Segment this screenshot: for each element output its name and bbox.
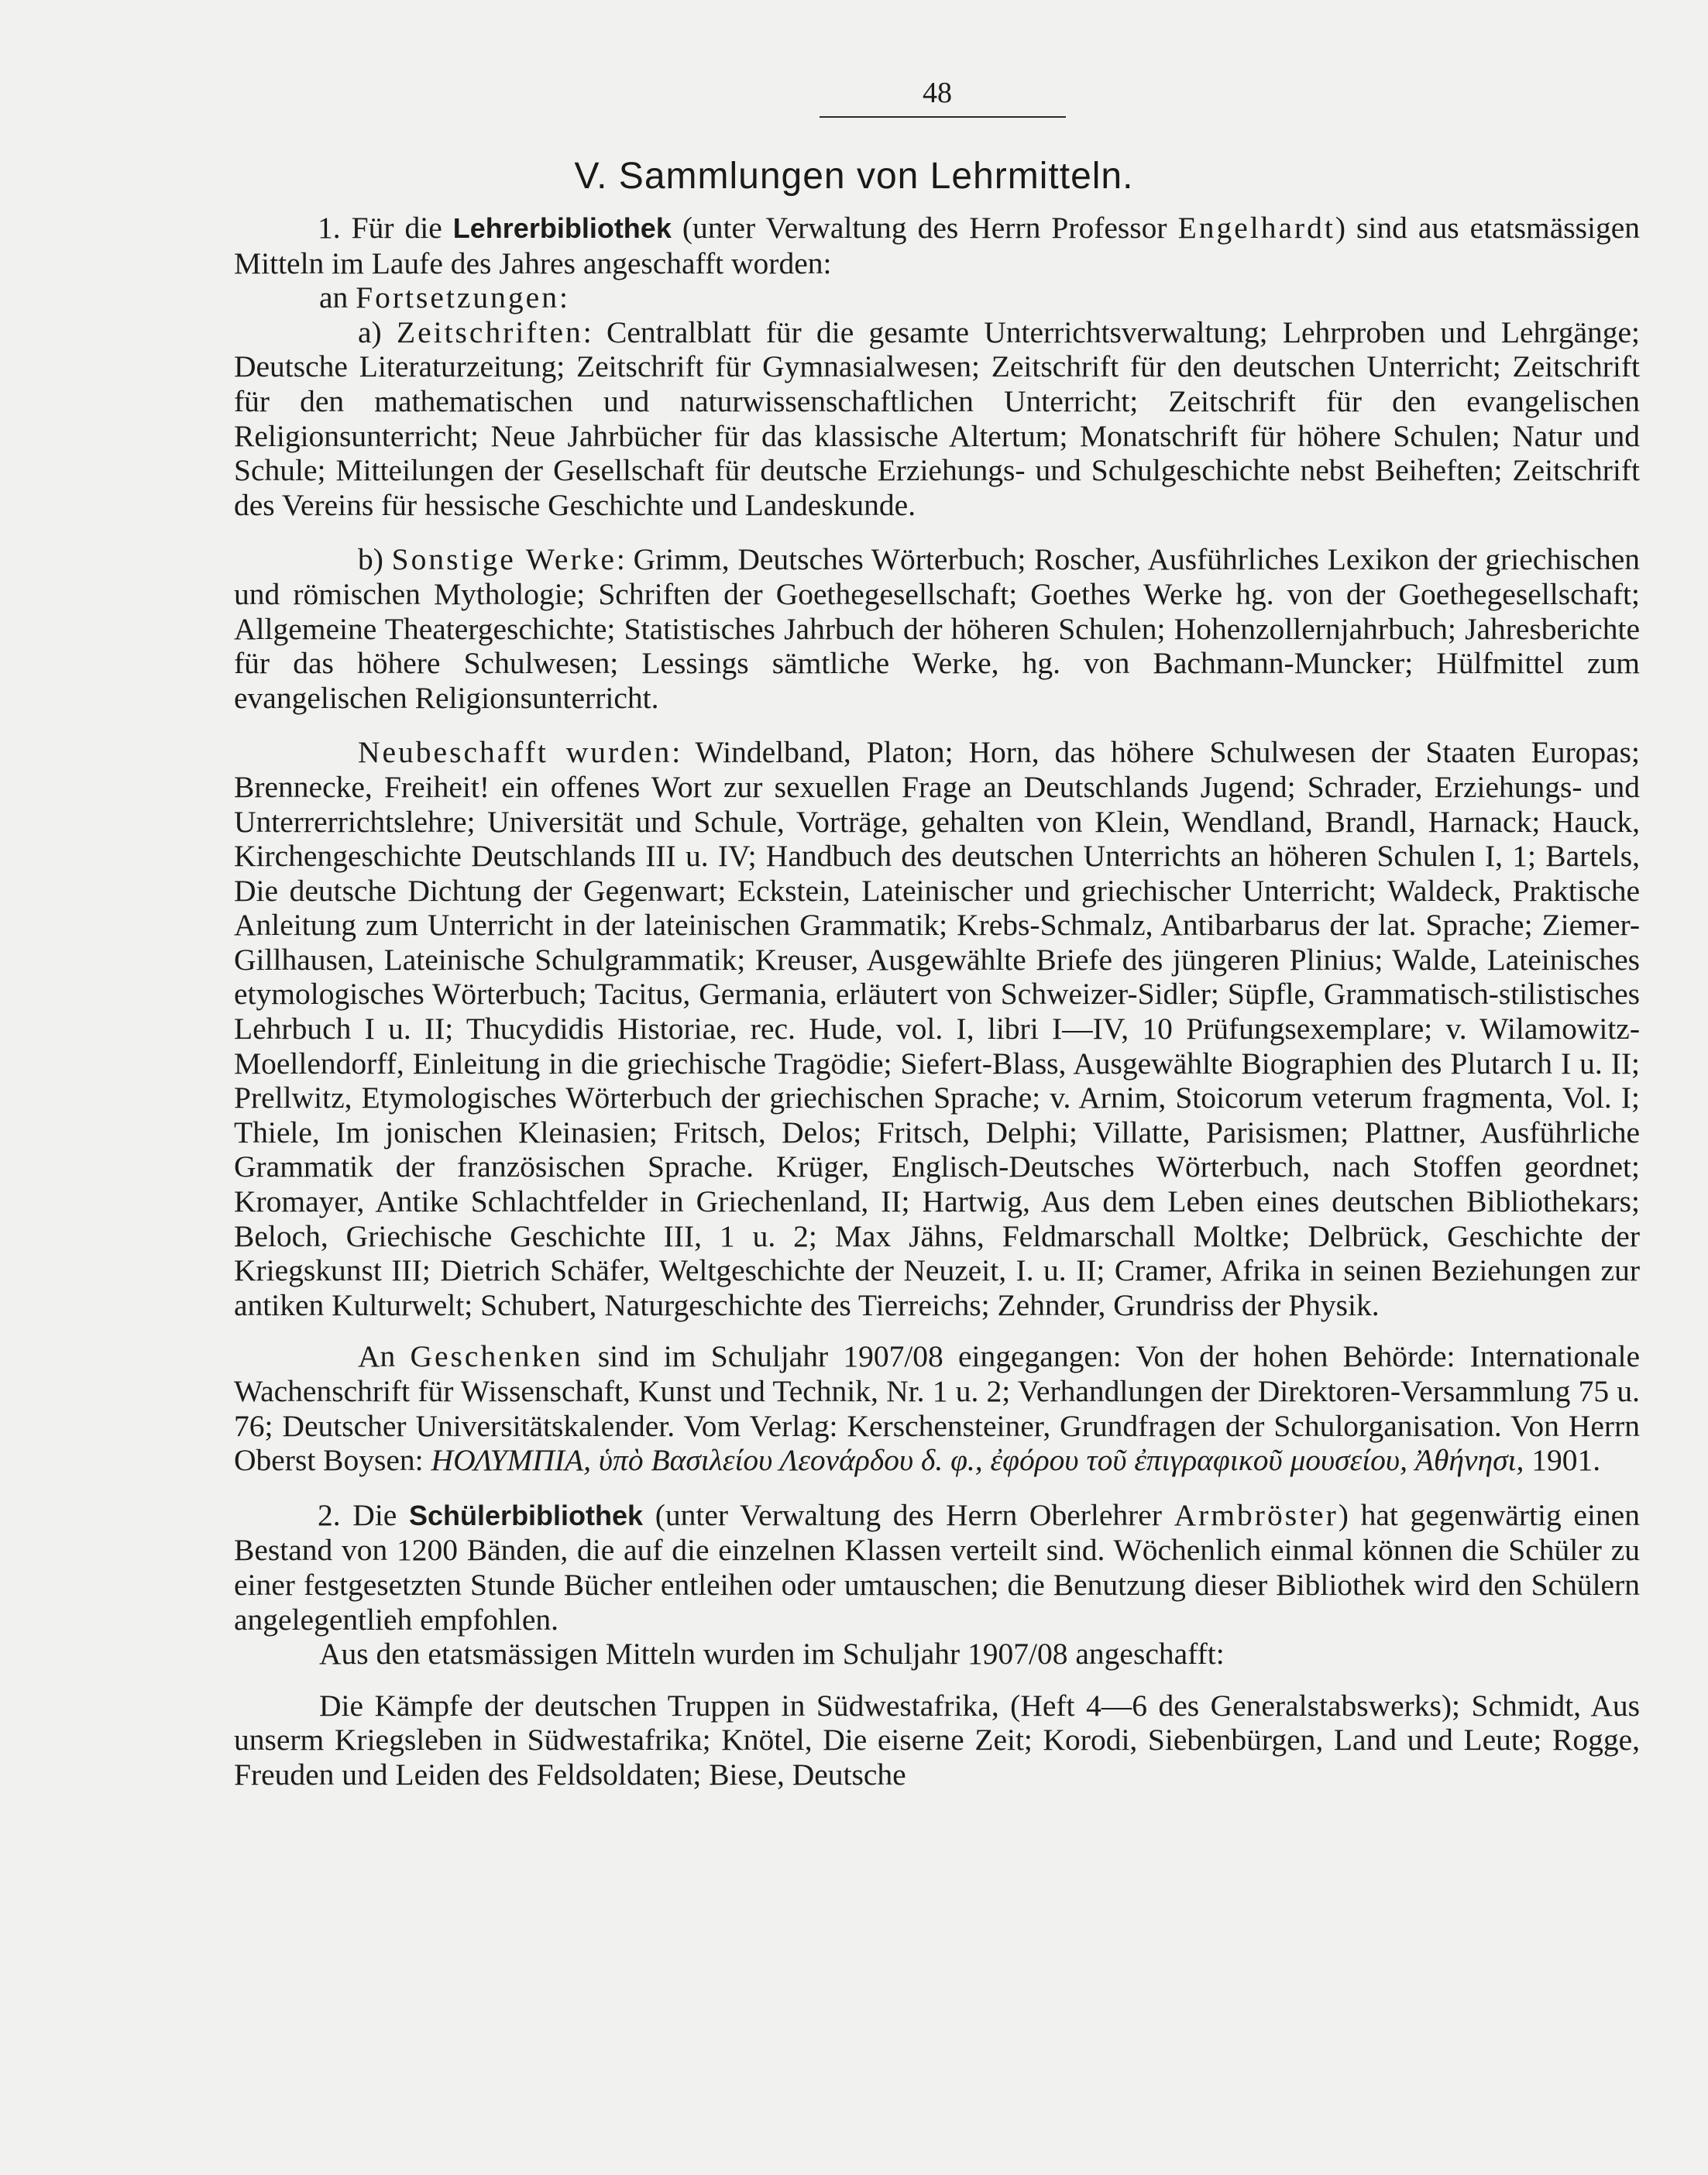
term-schuelerbibliothek: Schülerbibliothek: [409, 1499, 644, 1531]
term-sonstige-werke: Sonstige Werke: [391, 542, 617, 577]
paragraph-neubeschafft: [234, 735, 1640, 1322]
name-engelhardt: Engelhardt: [1177, 211, 1335, 245]
text-run: An: [358, 1339, 411, 1374]
text-run: sind im Schuljahr 1907/08 eingegangen: Von der hohen Behörde: Internationale Wachenschrift für Wissenschaft, Kunst und Technik, Nr. 1 u. 2; Verhandlungen der Direktoren-Versammlung 75 u. 76; Deutscher Universitätskalender. Vom Verlag: Kerschensteiner, Grundfragen der Schulorganisation. Von Herrn Oberst Boysen:: [234, 1339, 1640, 1478]
section-title: V. Sammlungen von Lehrmitteln.: [574, 156, 1134, 197]
page-number: 48: [923, 77, 952, 109]
text-run: : Windelband, Platon; Horn, das höhere Schulwesen der Staaten Europas; Brennecke, Freiheit! ein offenes Wort zur sexuellen Frage an Deutschlands Jugend; Schrader, Erziehungs- und Unterrerrichtslehre; Universität und Schule, Vorträge, gehalten von Klein, Wendland, Brandl, Harnack; Hauck, Kirchengeschichte Deutschlands III u. IV; Handbuch des deutschen Unterrichts an höheren Schulen I, 1; Bartels, Die deutsche Dichtung der Gegenwart; Eckstein, Lateinischer und griechischer Unterricht; Waldeck, Praktische Anleitung zum Unterricht in der lateinischen Grammatik; Krebs-Schmalz, Antibarbarus der lat. Sprache; Ziemer-Gillhausen, Lateinische Schulgrammatik; Kreuser, Ausgewählte Briefe des jüngeren Plinius; Walde, Lateinisches etymologisches Wörterbuch; Tacitus, Germania, erläutert von Schweizer-Sidler; Süpfle, Grammatisch-stilistisches Lehrbuch I u. II; Thucydidis Historiae, rec. Hude, vol. I, libri I—IV, 10 Prüfungsexemplare; v. Wilamowitz-Moellendorff, Einleitung in die griechische Tragödie; Siefert-Blass, Ausgewählte Biographien des Plutarch I u. II; Prellwitz, Etymologisches Wörterbuch der griechischen Sprache; v. Arnim, Stoicorum veterum fragmenta, Vol. I; Thiele, Im jonischen Kleinasien; Fritsch, Delos; Fritsch, Delphi; Villatte, Parisismen; Plattner, Ausführliche Grammatik der französischen Sprache. Krüger, Englisch-Deutsches Wörterbuch, nach Stoffen geordnet; Kromayer, Antike Schlachtfelder in Griechenland, II; Hartwig, Aus dem Leben eines deutschen Bibliothekars; Beloch, Griechische Geschichte III, 1 u. 2; Max Jähns, Feldmarschall Moltke; Delbrück, Geschichte der Kriegskunst III; Dietrich Schäfer, Weltgeschichte der Neuzeit, I. u. II; Cramer, Afrika in seinen Beziehungen zur antiken Kulturwelt; Schubert, Naturgeschichte des Tierreichs; Zehnder, Grundriss der Physik.: [234, 735, 1640, 1322]
text-run: b): [358, 542, 392, 577]
page-number-rule: [820, 116, 1066, 118]
text-run: : Centralblatt für die gesamte Unterrichtsverwaltung; Lehrproben und Lehrgänge; Deutsche Literaturzeitung; Zeitschrift für Gymnasialwesen; Zeitschrift für den deutschen Unterricht; Zeitschrift für den mathematischen und naturwissenschaftlichen Unterricht; Zeitschrift für den evangelischen Religionsunterricht; Neue Jahrbücher für das klassische Altertum; Monatschrift für höhere Schulen; Natur und Schule; Mitteilungen der Gesellschaft für deutsche Erziehungs- und Schulgeschichte nebst Beiheften; Zeitschrift des Vereins für hessische Geschichte und Landeskunde.: [234, 314, 1641, 522]
text-run: :: [558, 280, 568, 315]
greek-title: ΗΟΛΥΜΠΙΑ, ὑπὸ Βασιλείου Λεονάρδου δ. φ., ἐφόρου τοῦ ἐπιγραφικοῦ μουσείου, Ἀθήνησι,: [431, 1443, 1524, 1478]
text-run: an: [319, 280, 356, 315]
paragraph-geschenke: [234, 1339, 1640, 1477]
text-run: 1901.: [1524, 1443, 1601, 1478]
name-armbroester: Armbröster: [1174, 1497, 1339, 1532]
text-run: ) hat gegenwärtig einen Bestand von 1200 Bänden, die auf die einzelnen Klassen verteilt sind. Wöchenlich einmal können die Schüler zu einer festgesetzten Stunde Bücher entleihen oder umtauschen; die Benutzung dieser Bibliothek wird den Schülern angelegentlieh empfohlen.: [234, 1497, 1640, 1637]
text-run: 1. Für die: [318, 211, 453, 245]
text-run: 2. Die: [318, 1497, 410, 1532]
paragraph-book-list: Die Kämpfe der deutschen Truppen in Südwestafrika, (Heft 4—6 des Generalstabswerks); Schmidt, Aus unserm Kriegsleben in Südwestafrika; Knötel, Die eiserne Zeit; Korodi, Siebenbürgen, Land und Leute; Rogge, Freuden und Leiden des Feldsoldaten; Biese, Deutsche: [234, 1688, 1640, 1792]
term-geschenken: Geschenken: [410, 1339, 583, 1374]
text-run: a): [358, 314, 397, 349]
term-fortsetzungen: Fortsetzungen: [356, 280, 559, 315]
paragraph-etatsmaessig: Aus den etatsmässigen Mitteln wurden im Schuljahr 1907/08 angeschafft:: [319, 1637, 1225, 1672]
paragraph-schuelerbibliothek: [234, 1498, 1640, 1637]
body-text: [234, 211, 1640, 1792]
paragraph-lehrerbibliothek: [234, 211, 1640, 280]
text-run: (unter Verwaltung des Herrn Professor: [671, 211, 1178, 245]
paragraph-zeitschriften: [234, 315, 1640, 523]
text-run: ) sind aus etatsmässigen Mitteln im Laufe des Jahres angeschafft worden:: [234, 211, 1640, 280]
paragraph-fortsetzungen: [234, 280, 1640, 315]
term-lehrerbibliothek: Lehrerbibliothek: [452, 212, 672, 244]
term-neubeschafft: Neubeschafft wurden: [358, 735, 672, 770]
text-run: (unter Verwaltung des Herrn Oberlehrer: [643, 1497, 1174, 1532]
paragraph-sonstige-werke: [234, 542, 1640, 715]
term-zeitschriften: Zeitschriften: [396, 314, 583, 349]
text-run: : Grimm, Deutsches Wörterbuch; Roscher, Ausführliches Lexikon der griechischen und römischen Mythologie; Schriften der Goethegesellschaft; Goethes Werke hg. von der Goethegesellschaft; Allgemeine Theatergeschichte; Statistisches Jahrbuch der höheren Schulen; Hohenzollernjahrbuch; Jahresberichte für das höhere Schulwesen; Lessings sämtliche Werke, hg. von Bachmann-Muncker; Hülfmittel zum evangelischen Religionsunterricht.: [234, 542, 1640, 715]
